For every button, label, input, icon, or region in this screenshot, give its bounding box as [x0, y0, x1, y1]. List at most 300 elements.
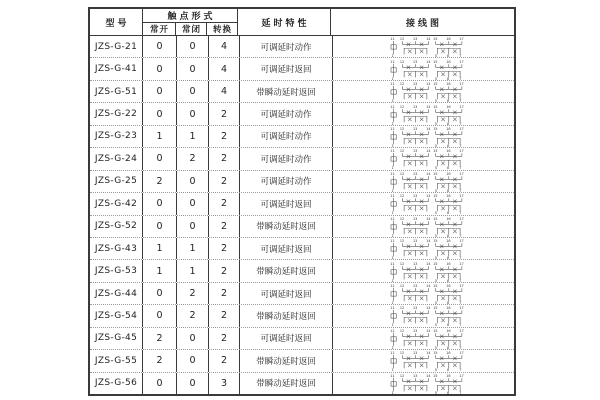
cell-wiring-diagram — [333, 81, 514, 102]
svg-text:7: 7 — [459, 368, 462, 372]
svg-text:11: 11 — [390, 239, 395, 244]
svg-text:13: 13 — [412, 283, 418, 288]
cell-normally-open: 1 — [143, 260, 177, 281]
svg-text:6: 6 — [447, 166, 450, 170]
svg-text:13: 13 — [412, 37, 418, 42]
svg-text:16: 16 — [446, 82, 451, 87]
svg-text:11: 11 — [390, 149, 395, 154]
table-row — [90, 304, 514, 326]
svg-text:15: 15 — [433, 351, 438, 356]
cell-changeover: 2 — [209, 283, 240, 304]
svg-text:16: 16 — [446, 261, 451, 266]
svg-text:13: 13 — [412, 126, 418, 131]
svg-text:1: 1 — [391, 368, 394, 372]
svg-text:11: 11 — [390, 261, 395, 266]
svg-text:17: 17 — [459, 373, 464, 378]
table-header-row — [90, 9, 514, 36]
cell-wiring-diagram — [333, 350, 514, 371]
cell-model: JZS-G-43 — [90, 238, 143, 259]
svg-text:5: 5 — [434, 211, 438, 215]
wiring-diagram-icon — [383, 283, 483, 304]
cell-normally-closed: 1 — [177, 238, 209, 259]
svg-text:11: 11 — [390, 373, 395, 378]
svg-text:5: 5 — [434, 99, 438, 103]
svg-text:13: 13 — [412, 104, 418, 109]
svg-text:6: 6 — [447, 345, 450, 349]
svg-text:6: 6 — [447, 99, 450, 103]
svg-text:17: 17 — [459, 149, 464, 154]
svg-text:12: 12 — [399, 351, 405, 356]
cell-normally-closed: 0 — [177, 36, 209, 57]
cell-model: JZS-G-55 — [90, 350, 143, 371]
svg-text:1: 1 — [391, 390, 394, 394]
cell-normally-closed: 0 — [177, 193, 209, 214]
svg-text:7: 7 — [459, 233, 462, 237]
cell-normally-closed: 2 — [177, 283, 209, 304]
svg-text:11: 11 — [390, 82, 395, 87]
svg-text:15: 15 — [433, 373, 438, 378]
svg-text:13: 13 — [412, 171, 418, 176]
cell-wiring-diagram — [333, 58, 514, 79]
wiring-diagram-icon — [383, 126, 483, 147]
cell-normally-open: 2 — [143, 350, 177, 371]
wiring-diagram-icon — [383, 36, 483, 57]
svg-text:17: 17 — [459, 283, 464, 288]
svg-text:5: 5 — [434, 54, 438, 58]
svg-text:7: 7 — [459, 390, 462, 394]
wiring-diagram-icon — [383, 216, 483, 237]
cell-model: JZS-G-21 — [90, 36, 143, 57]
svg-text:13: 13 — [412, 306, 418, 311]
svg-text:14: 14 — [426, 216, 431, 221]
cell-changeover: 2 — [209, 193, 240, 214]
cell-normally-open: 0 — [143, 216, 177, 237]
table-row — [90, 36, 514, 57]
cell-delay-characteristic: 带瞬动延时返回 — [240, 81, 333, 102]
svg-text:6: 6 — [447, 301, 450, 305]
svg-text:17: 17 — [459, 261, 464, 266]
cell-wiring-diagram — [333, 193, 514, 214]
svg-text:11: 11 — [390, 283, 395, 288]
svg-text:1: 1 — [391, 76, 394, 80]
svg-text:11: 11 — [390, 37, 395, 42]
table-body — [90, 36, 514, 394]
cell-model: JZS-G-52 — [90, 216, 143, 237]
cell-wiring-diagram — [333, 305, 514, 326]
svg-text:1: 1 — [391, 211, 394, 215]
svg-text:6: 6 — [447, 121, 450, 125]
table-row — [90, 215, 514, 237]
svg-text:16: 16 — [446, 306, 451, 311]
svg-text:12: 12 — [399, 194, 405, 199]
svg-text:5: 5 — [434, 301, 438, 305]
svg-text:12: 12 — [399, 104, 405, 109]
svg-text:5: 5 — [434, 76, 438, 80]
cell-delay-characteristic: 可调延时动作 — [240, 148, 333, 169]
svg-text:13: 13 — [412, 216, 418, 221]
cell-normally-closed: 1 — [177, 126, 209, 147]
svg-text:16: 16 — [446, 351, 451, 356]
svg-text:12: 12 — [399, 37, 405, 42]
svg-text:16: 16 — [446, 239, 451, 244]
wiring-diagram-icon — [383, 148, 483, 169]
cell-delay-characteristic: 可调延时返回 — [240, 193, 333, 214]
cell-model: JZS-G-51 — [90, 81, 143, 102]
svg-text:16: 16 — [446, 149, 451, 154]
svg-text:1: 1 — [391, 301, 394, 305]
header-contact-sub-row — [143, 23, 237, 35]
header-changeover: 转换 — [212, 25, 232, 35]
cell-delay-characteristic: 可调延时动作 — [240, 126, 333, 147]
svg-text:14: 14 — [426, 283, 431, 288]
cell-delay-characteristic: 带瞬动延时返回 — [240, 350, 333, 371]
table-row — [90, 259, 514, 281]
table-row — [90, 349, 514, 371]
cell-normally-open: 0 — [143, 81, 177, 102]
svg-text:15: 15 — [433, 104, 438, 109]
svg-text:16: 16 — [446, 194, 451, 199]
svg-text:6: 6 — [447, 368, 450, 372]
cell-model: JZS-G-24 — [90, 148, 143, 169]
svg-text:11: 11 — [390, 306, 395, 311]
cell-wiring-diagram — [333, 36, 514, 57]
cell-model: JZS-G-41 — [90, 58, 143, 79]
svg-text:1: 1 — [391, 278, 394, 282]
svg-text:13: 13 — [412, 261, 418, 266]
wiring-diagram-icon — [383, 193, 483, 214]
cell-changeover: 2 — [209, 216, 240, 237]
cell-wiring-diagram — [333, 373, 514, 394]
svg-text:15: 15 — [433, 126, 438, 131]
svg-text:15: 15 — [433, 82, 438, 87]
svg-text:15: 15 — [433, 328, 438, 333]
cell-changeover: 2 — [209, 350, 240, 371]
svg-text:5: 5 — [434, 233, 438, 237]
svg-text:14: 14 — [426, 328, 431, 333]
cell-wiring-diagram — [333, 216, 514, 237]
svg-text:14: 14 — [426, 306, 431, 311]
cell-delay-characteristic: 带瞬动延时返回 — [240, 260, 333, 281]
cell-delay-characteristic: 可调延时返回 — [240, 238, 333, 259]
table-row — [90, 237, 514, 259]
cell-wiring-diagram — [333, 148, 514, 169]
svg-text:12: 12 — [399, 306, 405, 311]
svg-text:5: 5 — [434, 368, 438, 372]
svg-text:11: 11 — [390, 351, 395, 356]
svg-text:14: 14 — [426, 239, 431, 244]
cell-model: JZS-G-23 — [90, 126, 143, 147]
table-row — [90, 327, 514, 349]
wiring-diagram-icon — [383, 59, 483, 80]
cell-wiring-diagram — [333, 283, 514, 304]
svg-text:7: 7 — [459, 256, 462, 260]
svg-text:11: 11 — [390, 328, 395, 333]
cell-normally-closed: 2 — [177, 305, 209, 326]
table-row — [90, 102, 514, 124]
svg-text:16: 16 — [446, 104, 451, 109]
svg-text:12: 12 — [399, 216, 405, 221]
svg-text:12: 12 — [399, 82, 405, 87]
svg-text:1: 1 — [391, 166, 394, 170]
svg-text:11: 11 — [390, 126, 395, 131]
svg-text:7: 7 — [459, 76, 462, 80]
cell-wiring-diagram — [333, 260, 514, 281]
svg-text:17: 17 — [459, 104, 464, 109]
svg-text:1: 1 — [391, 233, 394, 237]
svg-text:1: 1 — [391, 345, 394, 349]
svg-text:11: 11 — [390, 104, 395, 109]
cell-changeover: 2 — [209, 103, 240, 124]
svg-text:5: 5 — [434, 345, 438, 349]
svg-text:12: 12 — [399, 261, 405, 266]
svg-text:5: 5 — [434, 143, 438, 147]
cell-model: JZS-G-53 — [90, 260, 143, 281]
svg-text:5: 5 — [434, 188, 438, 192]
cell-changeover: 2 — [209, 148, 240, 169]
cell-model: JZS-G-44 — [90, 283, 143, 304]
header-delay-characteristic: 延时特性 — [238, 9, 331, 35]
table-row — [90, 57, 514, 79]
svg-text:6: 6 — [447, 256, 450, 260]
svg-text:16: 16 — [446, 328, 451, 333]
cell-wiring-diagram — [333, 238, 514, 259]
cell-wiring-diagram — [333, 103, 514, 124]
svg-text:17: 17 — [459, 59, 464, 64]
svg-text:1: 1 — [391, 54, 394, 58]
cell-delay-characteristic: 可调延时返回 — [240, 328, 333, 349]
svg-text:5: 5 — [434, 278, 438, 282]
svg-text:7: 7 — [459, 278, 462, 282]
svg-text:5: 5 — [434, 256, 438, 260]
svg-text:14: 14 — [426, 149, 431, 154]
header-contact-form-group — [143, 9, 238, 35]
svg-text:1: 1 — [391, 99, 394, 103]
svg-text:15: 15 — [433, 37, 438, 42]
svg-text:14: 14 — [426, 373, 431, 378]
cell-normally-closed: 0 — [177, 350, 209, 371]
svg-text:15: 15 — [433, 306, 438, 311]
svg-text:17: 17 — [459, 37, 464, 42]
wiring-diagram-icon — [383, 81, 483, 102]
cell-normally-closed: 0 — [177, 328, 209, 349]
svg-text:11: 11 — [390, 59, 395, 64]
header-wiring-diagram: 接线图 — [405, 18, 442, 29]
cell-normally-open: 0 — [143, 373, 177, 394]
cell-normally-closed: 0 — [177, 216, 209, 237]
cell-wiring-diagram — [333, 126, 514, 147]
cell-wiring-diagram — [333, 171, 514, 192]
cell-normally-open: 0 — [143, 148, 177, 169]
cell-normally-open: 0 — [143, 283, 177, 304]
svg-text:6: 6 — [447, 54, 450, 58]
svg-text:7: 7 — [459, 143, 462, 147]
svg-text:1: 1 — [391, 121, 394, 125]
svg-text:15: 15 — [433, 283, 438, 288]
table-row — [90, 372, 514, 394]
svg-text:12: 12 — [399, 59, 405, 64]
svg-text:13: 13 — [412, 149, 418, 154]
svg-text:6: 6 — [447, 76, 450, 80]
cell-normally-closed: 0 — [177, 58, 209, 79]
svg-text:16: 16 — [446, 283, 451, 288]
cell-normally-closed: 1 — [177, 260, 209, 281]
cell-changeover: 2 — [209, 171, 240, 192]
svg-text:11: 11 — [390, 171, 395, 176]
cell-delay-characteristic: 可调延时返回 — [240, 58, 333, 79]
svg-text:6: 6 — [447, 143, 450, 147]
svg-text:7: 7 — [459, 301, 462, 305]
svg-text:17: 17 — [459, 194, 464, 199]
svg-text:13: 13 — [412, 373, 418, 378]
svg-text:7: 7 — [459, 188, 462, 192]
svg-text:17: 17 — [459, 351, 464, 356]
header-model: 型号 — [90, 9, 143, 35]
cell-changeover: 2 — [209, 328, 240, 349]
cell-normally-closed: 2 — [177, 148, 209, 169]
svg-text:12: 12 — [399, 283, 405, 288]
svg-text:12: 12 — [399, 239, 405, 244]
svg-text:15: 15 — [433, 59, 438, 64]
cell-normally-open: 0 — [143, 58, 177, 79]
cell-normally-open: 1 — [143, 126, 177, 147]
wiring-diagram-icon — [383, 305, 483, 326]
cell-normally-open: 2 — [143, 328, 177, 349]
cell-normally-closed: 0 — [177, 81, 209, 102]
cell-model: JZS-G-42 — [90, 193, 143, 214]
svg-text:12: 12 — [399, 328, 405, 333]
svg-text:6: 6 — [447, 233, 450, 237]
svg-text:16: 16 — [446, 59, 451, 64]
cell-delay-characteristic: 带瞬动延时返回 — [240, 373, 333, 394]
cell-changeover: 2 — [209, 305, 240, 326]
svg-text:15: 15 — [433, 261, 438, 266]
header-normally-closed: 常闭 — [176, 23, 207, 35]
svg-text:13: 13 — [412, 59, 418, 64]
wiring-diagram-icon — [383, 238, 483, 259]
svg-text:13: 13 — [412, 351, 418, 356]
svg-text:5: 5 — [434, 390, 438, 394]
cell-delay-characteristic: 带瞬动延时返回 — [240, 305, 333, 326]
svg-text:15: 15 — [433, 194, 438, 199]
svg-text:17: 17 — [459, 306, 464, 311]
svg-text:6: 6 — [447, 211, 450, 215]
cell-changeover: 4 — [209, 36, 240, 57]
svg-text:17: 17 — [459, 82, 464, 87]
svg-text:12: 12 — [399, 373, 405, 378]
svg-text:1: 1 — [391, 188, 394, 192]
cell-delay-characteristic: 可调延时动作 — [240, 171, 333, 192]
svg-text:11: 11 — [390, 194, 395, 199]
cell-model: JZS-G-22 — [90, 103, 143, 124]
svg-text:13: 13 — [412, 328, 418, 333]
cell-normally-open: 2 — [143, 171, 177, 192]
wiring-diagram-icon — [383, 373, 483, 394]
cell-normally-closed: 0 — [177, 373, 209, 394]
wiring-diagram-icon — [383, 350, 483, 371]
svg-text:7: 7 — [459, 54, 462, 58]
cell-normally-open: 1 — [143, 238, 177, 259]
svg-text:14: 14 — [426, 37, 431, 42]
cell-model: JZS-G-25 — [90, 171, 143, 192]
svg-text:15: 15 — [433, 216, 438, 221]
svg-text:5: 5 — [434, 121, 438, 125]
cell-normally-closed: 0 — [177, 103, 209, 124]
svg-text:17: 17 — [459, 126, 464, 131]
svg-text:14: 14 — [426, 194, 431, 199]
svg-text:12: 12 — [399, 171, 405, 176]
wiring-diagram-icon — [383, 171, 483, 192]
svg-text:15: 15 — [433, 149, 438, 154]
svg-text:17: 17 — [459, 171, 464, 176]
svg-text:12: 12 — [399, 149, 405, 154]
svg-text:7: 7 — [459, 99, 462, 103]
cell-normally-closed: 0 — [177, 171, 209, 192]
svg-text:14: 14 — [426, 82, 431, 87]
svg-text:17: 17 — [459, 328, 464, 333]
svg-text:6: 6 — [447, 278, 450, 282]
svg-text:7: 7 — [459, 323, 462, 327]
svg-text:14: 14 — [426, 126, 431, 131]
svg-text:12: 12 — [399, 126, 405, 131]
svg-text:16: 16 — [446, 171, 451, 176]
svg-text:1: 1 — [391, 143, 394, 147]
svg-text:13: 13 — [412, 82, 418, 87]
svg-text:14: 14 — [426, 351, 431, 356]
svg-text:1: 1 — [391, 256, 394, 260]
svg-text:15: 15 — [433, 171, 438, 176]
cell-changeover: 2 — [209, 126, 240, 147]
svg-text:7: 7 — [459, 121, 462, 125]
svg-text:6: 6 — [447, 390, 450, 394]
svg-text:16: 16 — [446, 37, 451, 42]
svg-text:7: 7 — [459, 211, 462, 215]
cell-model: JZS-G-45 — [90, 328, 143, 349]
cell-delay-characteristic: 可调延时返回 — [240, 283, 333, 304]
svg-text:17: 17 — [459, 216, 464, 221]
svg-text:7: 7 — [459, 345, 462, 349]
svg-text:17: 17 — [459, 239, 464, 244]
svg-text:14: 14 — [426, 171, 431, 176]
svg-text:15: 15 — [433, 239, 438, 244]
cell-changeover: 2 — [209, 260, 240, 281]
svg-text:5: 5 — [434, 166, 438, 170]
svg-text:7: 7 — [459, 166, 462, 170]
cell-normally-open: 0 — [143, 36, 177, 57]
cell-wiring-diagram — [333, 328, 514, 349]
spec-table — [88, 7, 516, 396]
svg-text:16: 16 — [446, 126, 451, 131]
svg-text:6: 6 — [447, 188, 450, 192]
header-contact-form: 触点形式 — [143, 9, 237, 23]
table-row — [90, 170, 514, 192]
svg-text:14: 14 — [426, 59, 431, 64]
svg-text:16: 16 — [446, 373, 451, 378]
svg-text:1: 1 — [391, 323, 394, 327]
cell-changeover: 2 — [209, 238, 240, 259]
table-row — [90, 192, 514, 214]
cell-changeover: 4 — [209, 81, 240, 102]
svg-text:16: 16 — [446, 216, 451, 221]
svg-text:5: 5 — [434, 323, 438, 327]
svg-text:14: 14 — [426, 104, 431, 109]
cell-normally-open: 0 — [143, 193, 177, 214]
cell-model: JZS-G-56 — [90, 373, 143, 394]
cell-normally-open: 0 — [143, 305, 177, 326]
cell-delay-characteristic: 可调延时动作 — [240, 103, 333, 124]
wiring-diagram-icon — [383, 328, 483, 349]
table-row — [90, 125, 514, 147]
svg-text:6: 6 — [447, 323, 450, 327]
